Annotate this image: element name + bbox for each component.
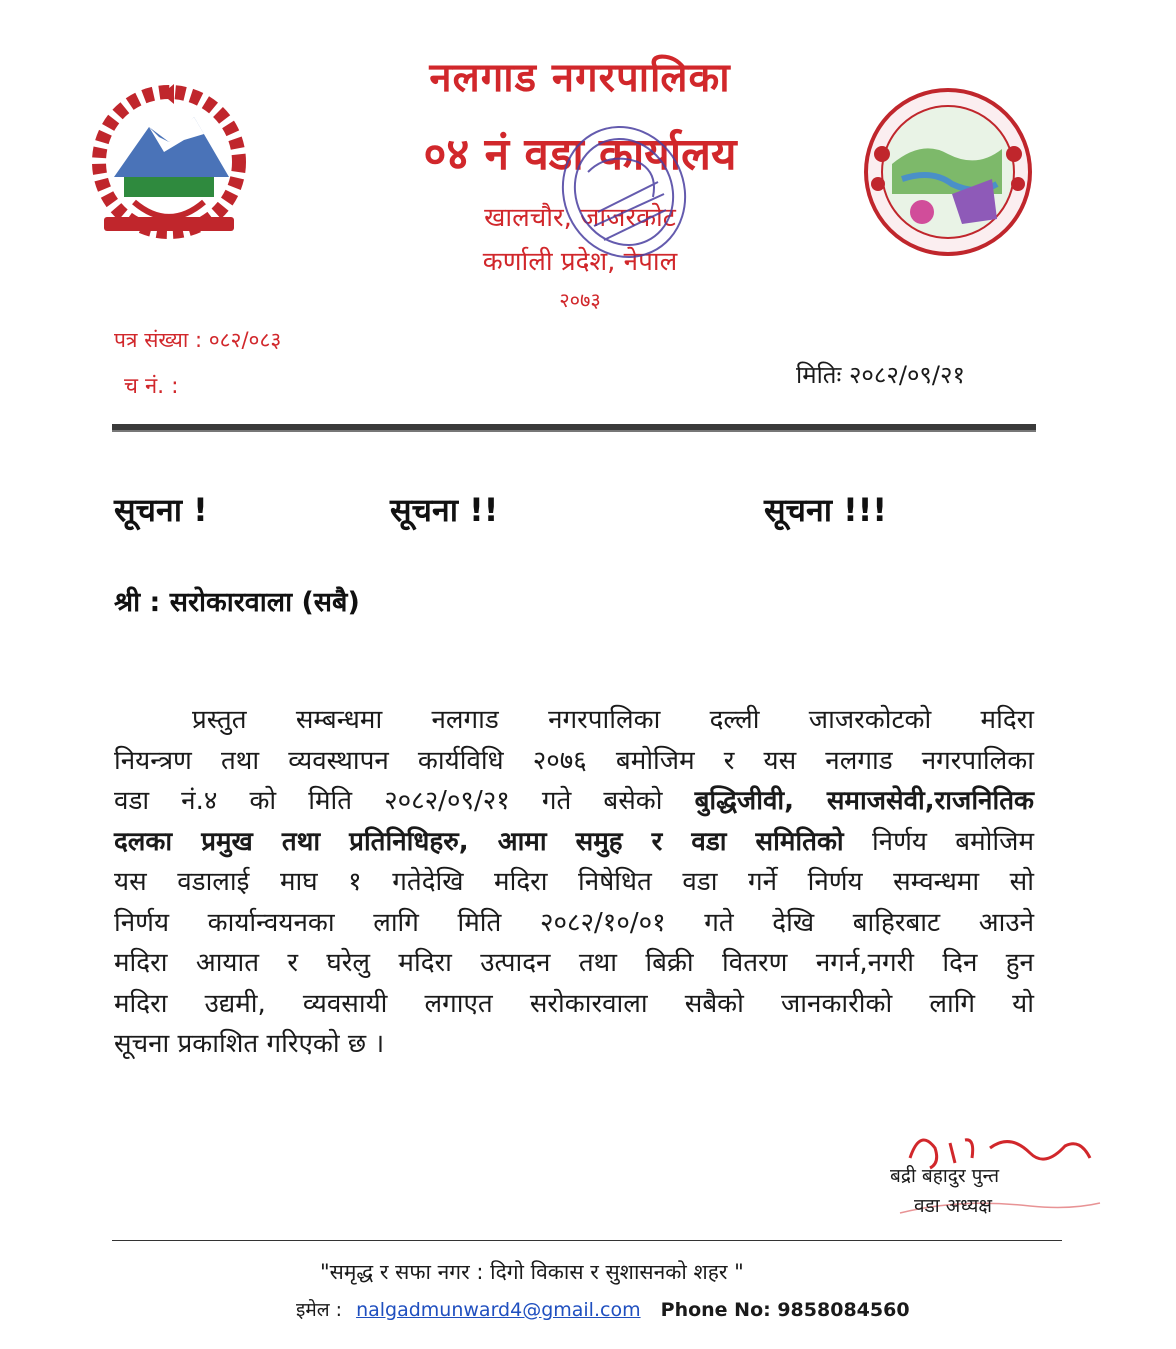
signatory-title: वडा अध्यक्ष [914, 1195, 992, 1217]
ward-stamp-icon [548, 112, 700, 270]
body-line-7: मदिरा आयात र घरेलु मदिरा उत्पादन तथा बिक्री वितरण नगर्न,नगरी दिन हुन [114, 948, 1034, 978]
established-year: २०७३ [559, 288, 601, 312]
ward-office-title: ०४ नं वडा कार्यालय [423, 129, 737, 180]
phone-number: Phone No: 9858084560 [660, 1299, 910, 1321]
addressee: श्री : सरोकारवाला (सबै) [114, 587, 360, 618]
nepal-emblem-icon [74, 82, 264, 252]
municipality-name: नलगाड नगरपालिका [429, 55, 731, 101]
email-label: इमेल : [296, 1299, 343, 1321]
letter-number: पत्र संख्या : ०८२/०८३ [114, 328, 282, 352]
body-line-9: सूचना प्रकाशित गरिएको छ । [114, 1029, 385, 1059]
municipality-logo-icon [852, 84, 1044, 260]
header-divider [112, 424, 1036, 432]
dispatch-number: च नं. : [124, 374, 179, 399]
office-province: कर्णाली प्रदेश, नेपाल [482, 247, 678, 277]
footer-slogan: "समृद्ध र सफा नगर : दिगो विकास र सुशासनको शहर " [320, 1260, 744, 1284]
body-line-3: वडा नं.४ को मिति २०८२/०९/२१ गते बसेको बुद्धिजीवी, समाजसेवी,राजनितिक [114, 786, 1034, 816]
body-line-5: यस वडालाई माघ १ गतेदेखि मदिरा निषेधित वडा गर्ने निर्णय सम्वन्धमा सो [114, 867, 1034, 897]
footer-divider [112, 1240, 1062, 1241]
footer-contact [296, 1296, 910, 1322]
notice-body [114, 700, 1034, 1065]
body-line-4: दलका प्रमुख तथा प्रतिनिधिहरु, आमा समुह र वडा समितिको निर्णय बमोजिम [114, 826, 1034, 857]
letter-date: मितिः २०८२/०९/२१ [796, 361, 965, 389]
notice-heading-3: सूचना !!! [764, 491, 887, 529]
body-line-8: मदिरा उद्यमी, व्यवसायी लगाएत सरोकारवाला सबैको जानकारीको लागि यो [114, 988, 1034, 1019]
body-line-6: निर्णय कार्यान्वयनका लागि मिति २०८२/१०/०१ गते देखि बाहिरबाट आउने [114, 907, 1034, 938]
notice-heading-2: सूचना !! [390, 491, 499, 529]
notice-heading-1: सूचना ! [114, 491, 208, 529]
office-address: खालचौर, जाजरकोट [484, 203, 676, 233]
email-link[interactable]: nalgadmunward4@gmail.com [356, 1299, 641, 1321]
body-line-1: प्रस्तुत सम्बन्धमा नलगाड नगरपालिका दल्ली जाजरकोटको मदिरा [192, 705, 1034, 735]
signatory-name: बद्री बहादुर पुन्त [890, 1165, 1000, 1187]
body-line-2: नियन्त्रण तथा व्यवस्थापन कार्यविधि २०७६ बमोजिम र यस नलगाड नगरपालिका [114, 745, 1034, 776]
